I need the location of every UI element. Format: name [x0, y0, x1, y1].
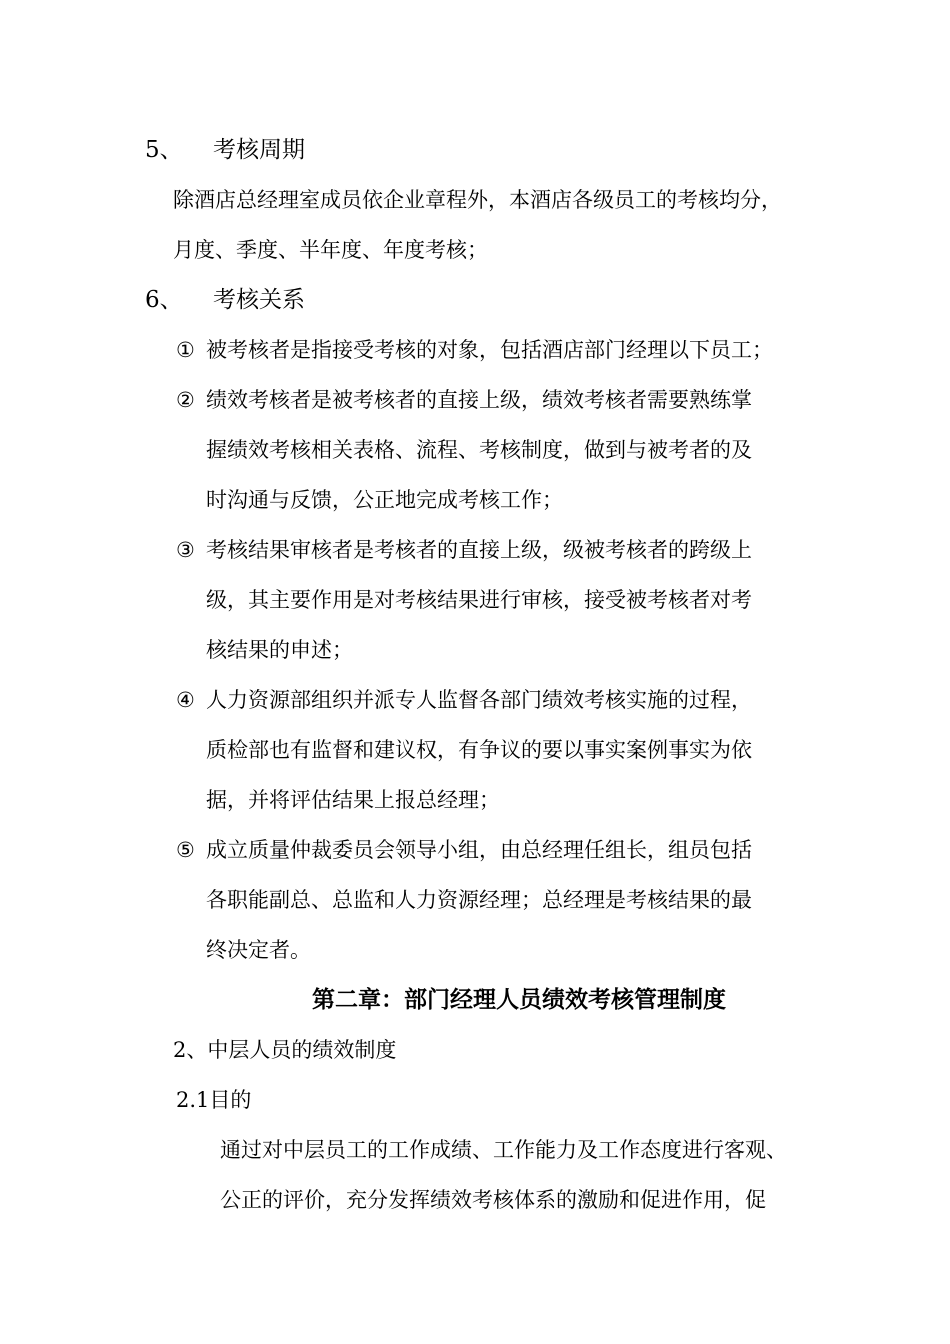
list-item-continuation: 终决定者。	[206, 938, 311, 962]
list-item-continuation: 据，并将评估结果上报总经理；	[206, 788, 500, 812]
paragraph-line: 月度、季度、半年度、年度考核；	[173, 238, 488, 262]
circled-number-3: ③	[176, 538, 195, 562]
section-title: 考核周期	[213, 137, 305, 163]
paragraph-line: 通过对中层员工的工作成绩、工作能力及工作态度进行客观、	[220, 1138, 787, 1162]
list-item	[176, 686, 752, 714]
circled-number-5: ⑤	[176, 838, 195, 862]
list-item-continuation: 级，其主要作用是对考核结果进行审核，接受被考核者对考	[206, 588, 752, 612]
circled-number-1: ①	[176, 338, 195, 362]
list-item-text: 人力资源部组织并派专人监督各部门绩效考核实施的过程，	[206, 688, 752, 712]
list-item-text: 成立质量仲裁委员会领导小组，由总经理任组长，组员包括	[206, 838, 752, 862]
chapter-title: 第二章：部门经理人员绩效考核管理制度	[312, 986, 726, 1013]
section-number: 5、	[145, 137, 183, 163]
list-item-continuation: 核结果的申述；	[206, 638, 353, 662]
purpose-heading: 2.1目的	[176, 1088, 252, 1112]
list-item	[176, 386, 752, 414]
list-item-continuation: 各职能副总、总监和人力资源经理；总经理是考核结果的最	[206, 888, 752, 912]
list-item	[176, 836, 752, 864]
section-5-heading	[145, 136, 305, 164]
list-item-continuation: 质检部也有监督和建议权，有争议的要以事实案例事实为依	[206, 738, 752, 762]
section-number: 6、	[145, 287, 183, 313]
paragraph-line: 除酒店总经理室成员依企业章程外，本酒店各级员工的考核均分，	[173, 188, 782, 212]
list-item-text: 被考核者是指接受考核的对象，包括酒店部门经理以下员工；	[206, 338, 773, 362]
list-item-text: 绩效考核者是被考核者的直接上级，绩效考核者需要熟练掌	[206, 388, 752, 412]
list-item-continuation: 时沟通与反馈，公正地完成考核工作；	[206, 488, 563, 512]
list-item-continuation: 握绩效考核相关表格、流程、考核制度，做到与被考者的及	[206, 438, 752, 462]
circled-number-2: ②	[176, 388, 195, 412]
list-item	[176, 536, 752, 564]
list-item-text: 考核结果审核者是考核者的直接上级，级被考核者的跨级上	[206, 538, 752, 562]
subsection-heading: 2、中层人员的绩效制度	[173, 1038, 397, 1062]
list-item	[176, 336, 773, 364]
circled-number-4: ④	[176, 688, 195, 712]
section-6-heading	[145, 286, 305, 314]
paragraph-line: 公正的评价，充分发挥绩效考核体系的激励和促进作用，促	[220, 1188, 766, 1212]
section-title: 考核关系	[213, 287, 305, 313]
